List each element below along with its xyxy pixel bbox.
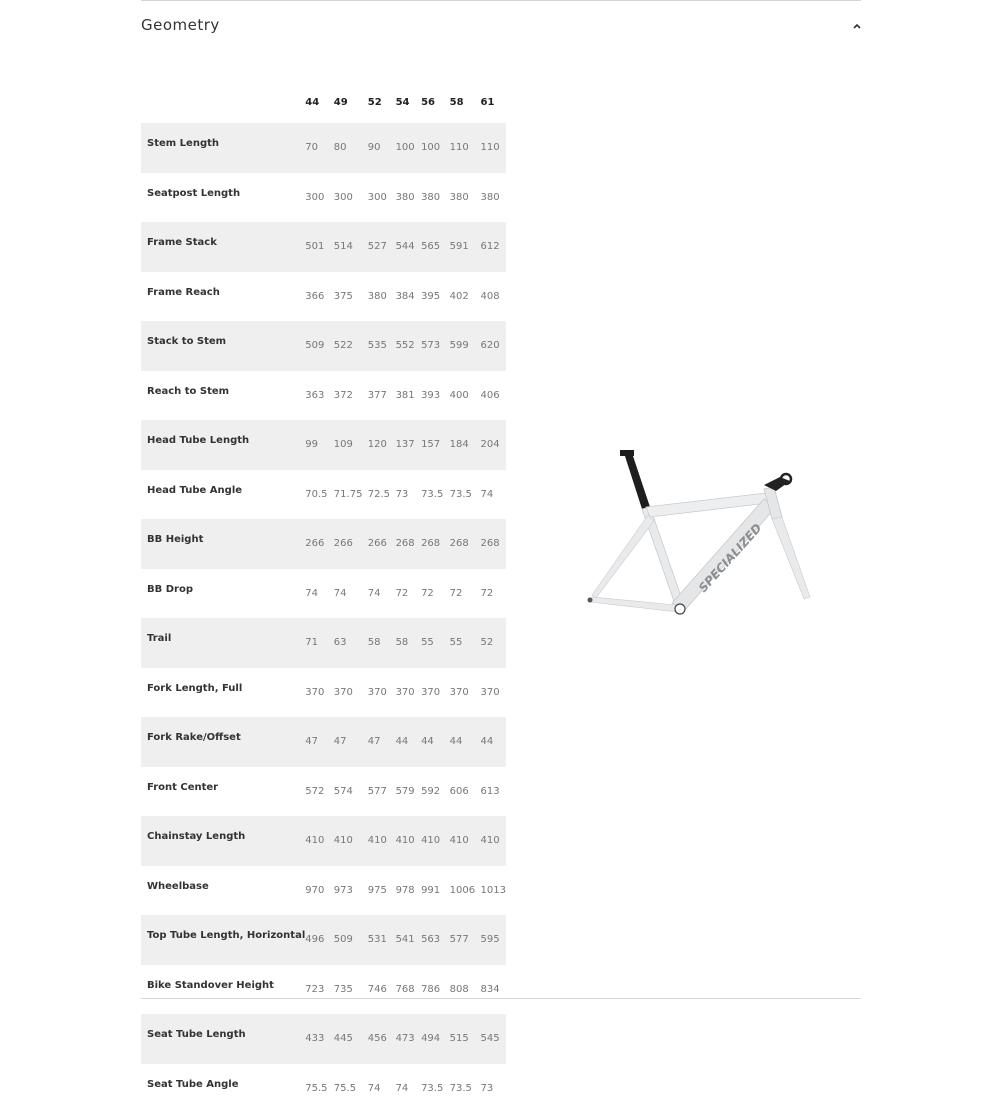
row-label: Front Center	[141, 767, 305, 817]
row-label: Seat Tube Length	[141, 1014, 305, 1064]
row-value: 268	[450, 519, 481, 569]
size-header-row	[141, 82, 506, 123]
row-value: 1013	[480, 866, 506, 916]
row-value: 545	[480, 1014, 506, 1064]
row-value: 535	[368, 321, 396, 371]
row-value: 120	[368, 420, 396, 470]
row-value: 109	[334, 420, 368, 470]
row-value: 620	[480, 321, 506, 371]
table-row	[141, 1014, 506, 1064]
table-row	[141, 420, 506, 470]
chevron-up-icon[interactable]	[851, 20, 863, 32]
size-header: 52	[368, 82, 396, 123]
size-header: 56	[421, 82, 450, 123]
table-row	[141, 222, 506, 272]
row-value: 300	[305, 173, 334, 223]
row-value: 370	[396, 668, 422, 718]
row-value: 380	[368, 272, 396, 322]
row-value: 522	[334, 321, 368, 371]
table-row	[141, 470, 506, 520]
row-value: 1006	[450, 866, 481, 916]
row-value: 527	[368, 222, 396, 272]
row-value: 591	[450, 222, 481, 272]
row-value: 75.5	[305, 1064, 334, 1113]
row-value: 71.75	[334, 470, 368, 520]
row-value: 433	[305, 1014, 334, 1064]
row-value: 47	[305, 717, 334, 767]
row-value: 501	[305, 222, 334, 272]
row-value: 577	[450, 915, 481, 965]
row-label: Head Tube Length	[141, 420, 305, 470]
row-value: 73.5	[450, 470, 481, 520]
row-value: 786	[421, 965, 450, 1015]
bike-frame-image	[580, 445, 815, 620]
row-value: 393	[421, 371, 450, 421]
row-value: 75.5	[334, 1064, 368, 1113]
size-header: 49	[334, 82, 368, 123]
row-value: 370	[305, 668, 334, 718]
row-value: 55	[421, 618, 450, 668]
row-label: Frame Stack	[141, 222, 305, 272]
row-label: BB Drop	[141, 569, 305, 619]
row-value: 509	[334, 915, 368, 965]
row-value: 834	[480, 965, 506, 1015]
seatpost-shape	[624, 453, 650, 509]
row-value: 44	[480, 717, 506, 767]
row-value: 552	[396, 321, 422, 371]
row-label: Seatpost Length	[141, 173, 305, 223]
row-value: 612	[480, 222, 506, 272]
row-value: 563	[421, 915, 450, 965]
chainstay-shape	[590, 597, 678, 612]
row-value: 456	[368, 1014, 396, 1064]
row-value: 58	[368, 618, 396, 668]
row-value: 74	[396, 1064, 422, 1113]
row-value: 494	[421, 1014, 450, 1064]
row-label: Head Tube Angle	[141, 470, 305, 520]
row-value: 808	[450, 965, 481, 1015]
section-title: Geometry	[141, 16, 220, 34]
row-label: Wheelbase	[141, 866, 305, 916]
row-value: 268	[480, 519, 506, 569]
row-value: 746	[368, 965, 396, 1015]
row-value: 72	[450, 569, 481, 619]
row-value: 73	[396, 470, 422, 520]
row-value: 74	[368, 1064, 396, 1113]
row-value: 72	[421, 569, 450, 619]
size-header: 44	[305, 82, 334, 123]
row-value: 410	[368, 816, 396, 866]
row-value: 99	[305, 420, 334, 470]
row-value: 384	[396, 272, 422, 322]
fork-shape	[772, 517, 810, 599]
row-value: 544	[396, 222, 422, 272]
row-value: 268	[421, 519, 450, 569]
row-value: 410	[334, 816, 368, 866]
row-value: 71	[305, 618, 334, 668]
row-value: 408	[480, 272, 506, 322]
row-label: Stack to Stem	[141, 321, 305, 371]
table-row	[141, 717, 506, 767]
row-value: 72	[480, 569, 506, 619]
row-value: 70.5	[305, 470, 334, 520]
row-value: 266	[305, 519, 334, 569]
row-value: 90	[368, 123, 396, 173]
row-value: 184	[450, 420, 481, 470]
row-value: 395	[421, 272, 450, 322]
table-row	[141, 371, 506, 421]
row-value: 44	[396, 717, 422, 767]
row-value: 375	[334, 272, 368, 322]
row-value: 978	[396, 866, 422, 916]
row-label: Chainstay Length	[141, 816, 305, 866]
header-spacer	[141, 82, 305, 123]
row-label: Top Tube Length, Horizontal	[141, 915, 305, 965]
bottom-divider	[141, 998, 861, 999]
table-row	[141, 272, 506, 322]
row-value: 100	[421, 123, 450, 173]
table-row	[141, 866, 506, 916]
row-value: 445	[334, 1014, 368, 1064]
table-row	[141, 1064, 506, 1113]
row-value: 531	[368, 915, 396, 965]
row-value: 973	[334, 866, 368, 916]
row-value: 573	[421, 321, 450, 371]
row-value: 410	[450, 816, 481, 866]
row-value: 410	[305, 816, 334, 866]
row-value: 565	[421, 222, 450, 272]
rear-dropout-shape	[588, 598, 593, 603]
row-value: 58	[396, 618, 422, 668]
row-value: 300	[368, 173, 396, 223]
row-label: Bike Standover Height	[141, 965, 305, 1015]
row-value: 735	[334, 965, 368, 1015]
row-label: BB Height	[141, 519, 305, 569]
row-value: 110	[450, 123, 481, 173]
row-value: 406	[480, 371, 506, 421]
bottom-bracket-shape	[675, 604, 685, 614]
row-label: Trail	[141, 618, 305, 668]
row-value: 579	[396, 767, 422, 817]
row-value: 72	[396, 569, 422, 619]
row-value: 137	[396, 420, 422, 470]
row-value: 55	[450, 618, 481, 668]
table-row	[141, 519, 506, 569]
row-value: 380	[396, 173, 422, 223]
seatstay-shape	[592, 515, 654, 598]
row-value: 74	[305, 569, 334, 619]
table-row	[141, 123, 506, 173]
row-value: 380	[421, 173, 450, 223]
row-value: 410	[396, 816, 422, 866]
row-value: 266	[368, 519, 396, 569]
row-label: Seat Tube Angle	[141, 1064, 305, 1113]
row-value: 74	[334, 569, 368, 619]
row-value: 370	[421, 668, 450, 718]
row-value: 515	[450, 1014, 481, 1064]
saddle-clamp-shape	[620, 450, 634, 456]
row-value: 157	[421, 420, 450, 470]
table-row	[141, 569, 506, 619]
row-value: 572	[305, 767, 334, 817]
row-value: 44	[421, 717, 450, 767]
size-header: 54	[396, 82, 422, 123]
row-value: 541	[396, 915, 422, 965]
table-row	[141, 965, 506, 1015]
table-row	[141, 915, 506, 965]
row-value: 410	[480, 816, 506, 866]
row-value: 74	[480, 470, 506, 520]
row-value: 410	[421, 816, 450, 866]
row-value: 370	[480, 668, 506, 718]
row-label: Frame Reach	[141, 272, 305, 322]
row-value: 80	[334, 123, 368, 173]
row-value: 509	[305, 321, 334, 371]
row-value: 72.5	[368, 470, 396, 520]
row-value: 268	[396, 519, 422, 569]
row-value: 370	[368, 668, 396, 718]
table-row	[141, 816, 506, 866]
row-value: 370	[450, 668, 481, 718]
row-value: 380	[480, 173, 506, 223]
row-value: 402	[450, 272, 481, 322]
row-value: 52	[480, 618, 506, 668]
row-value: 74	[368, 569, 396, 619]
top-tube-shape	[646, 493, 768, 517]
row-value: 592	[421, 767, 450, 817]
row-value: 73.5	[421, 470, 450, 520]
row-value: 595	[480, 915, 506, 965]
row-label: Fork Rake/Offset	[141, 717, 305, 767]
row-value: 768	[396, 965, 422, 1015]
row-value: 577	[368, 767, 396, 817]
row-value: 970	[305, 866, 334, 916]
size-header: 58	[450, 82, 481, 123]
row-value: 613	[480, 767, 506, 817]
row-value: 73.5	[421, 1064, 450, 1113]
row-value: 606	[450, 767, 481, 817]
row-value: 204	[480, 420, 506, 470]
row-value: 110	[480, 123, 506, 173]
row-value: 372	[334, 371, 368, 421]
row-value: 473	[396, 1014, 422, 1064]
table-row	[141, 173, 506, 223]
row-value: 47	[334, 717, 368, 767]
row-value: 380	[450, 173, 481, 223]
row-value: 300	[334, 173, 368, 223]
row-value: 599	[450, 321, 481, 371]
row-value: 400	[450, 371, 481, 421]
row-value: 70	[305, 123, 334, 173]
row-value: 73.5	[450, 1064, 481, 1113]
row-value: 44	[450, 717, 481, 767]
row-value: 574	[334, 767, 368, 817]
row-value: 496	[305, 915, 334, 965]
table-row	[141, 321, 506, 371]
row-value: 266	[334, 519, 368, 569]
row-label: Fork Length, Full	[141, 668, 305, 718]
row-value: 366	[305, 272, 334, 322]
top-divider	[141, 0, 861, 1]
table-row	[141, 767, 506, 817]
row-value: 363	[305, 371, 334, 421]
table-row	[141, 618, 506, 668]
table-row	[141, 668, 506, 718]
row-value: 723	[305, 965, 334, 1015]
geometry-table	[141, 82, 506, 1113]
row-value: 514	[334, 222, 368, 272]
row-value: 975	[368, 866, 396, 916]
row-label: Stem Length	[141, 123, 305, 173]
row-label: Reach to Stem	[141, 371, 305, 421]
row-value: 63	[334, 618, 368, 668]
row-value: 100	[396, 123, 422, 173]
row-value: 370	[334, 668, 368, 718]
row-value: 377	[368, 371, 396, 421]
row-value: 73	[480, 1064, 506, 1113]
frame-brand-text: SPECIALIZED	[696, 521, 765, 595]
size-header: 61	[480, 82, 506, 123]
row-value: 381	[396, 371, 422, 421]
row-value: 47	[368, 717, 396, 767]
row-value: 991	[421, 866, 450, 916]
